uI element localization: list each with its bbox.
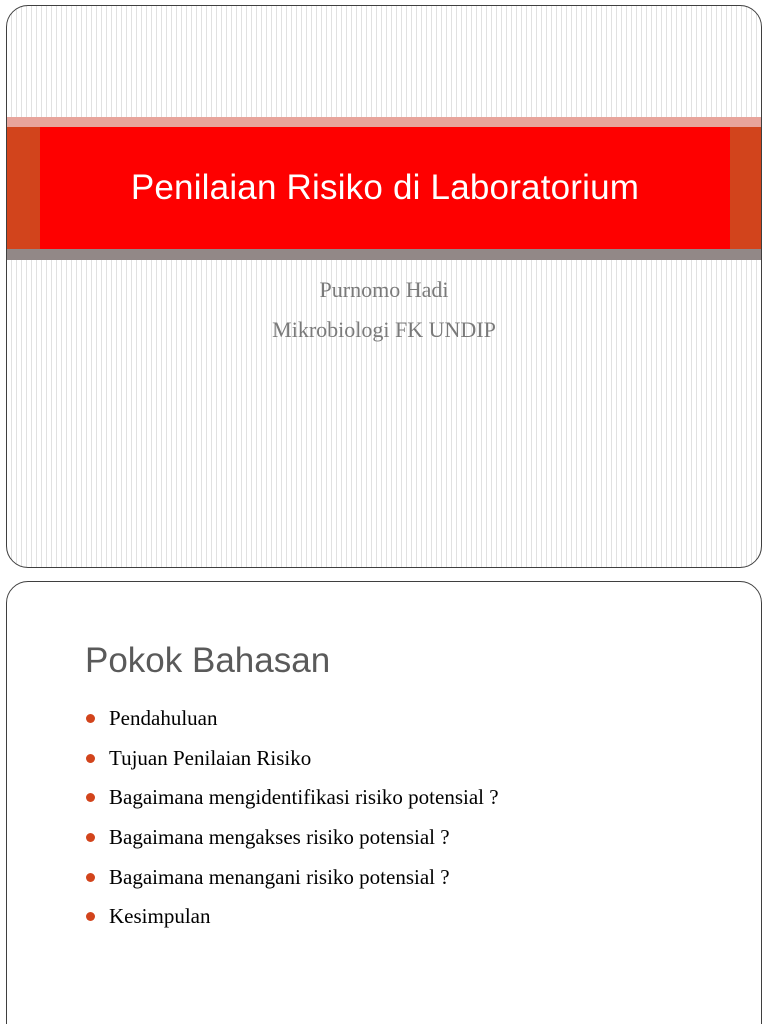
slide-title: Penilaian Risiko di Laboratorium (130, 168, 640, 207)
author-affiliation: Mikrobiologi FK UNDIP (272, 317, 496, 342)
title-band-bottom-stripe (7, 249, 761, 260)
bullet-text: Bagaimana menangani risiko potensial ? (109, 864, 450, 889)
bullet-item (86, 818, 499, 858)
bullet-text: Bagaimana mengakses risiko potensial ? (109, 825, 450, 850)
bullet-text: Pendahuluan (109, 706, 218, 731)
bullet-dot-icon (86, 833, 95, 842)
bullet-item (86, 857, 499, 897)
content-slide (6, 581, 762, 1024)
bullet-dot-icon (86, 714, 95, 723)
bullet-text: Tujuan Penilaian Risiko (109, 745, 312, 770)
bullet-dot-icon (86, 912, 95, 921)
bullet-item (86, 739, 499, 779)
author-name: Purnomo Hadi (319, 277, 449, 302)
content-heading: Pokok Bahasan (85, 641, 331, 680)
bullet-dot-icon (86, 873, 95, 882)
title-box (40, 127, 730, 249)
bullet-list (86, 699, 499, 937)
bullet-item (86, 699, 499, 739)
title-slide (6, 5, 762, 568)
bullet-text: Kesimpulan (109, 904, 211, 929)
bullet-item (86, 897, 499, 937)
bullet-dot-icon (86, 793, 95, 802)
bullet-item (86, 778, 499, 818)
bullet-dot-icon (86, 754, 95, 763)
title-band-top-stripe (7, 117, 761, 127)
bullet-text: Bagaimana mengidentifikasi risiko potensial ? (109, 785, 499, 810)
